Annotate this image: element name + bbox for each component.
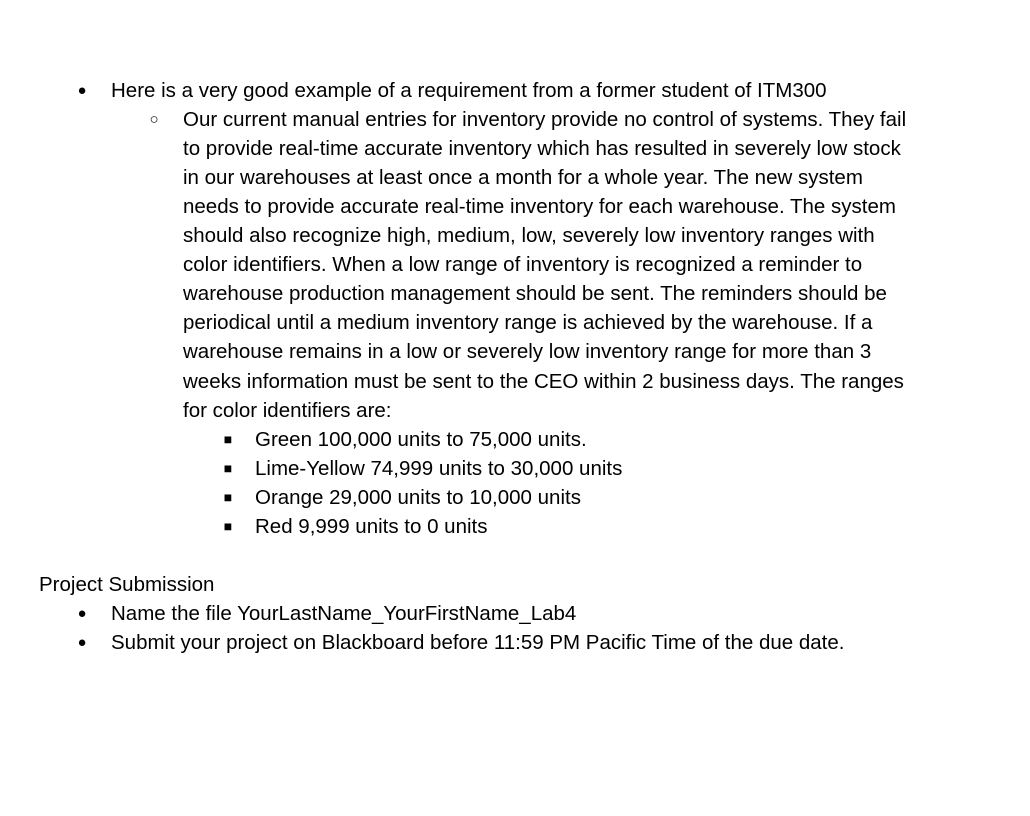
requirement-line: needs to provide accurate real-time inventory for each warehouse. The system (183, 195, 896, 218)
requirement-line: warehouse remains in a low or severely low inventory range for more than 3 (183, 340, 872, 363)
disc-bullet-icon: ● (77, 82, 87, 99)
requirement-line: periodical until a medium inventory range is achieved by the warehouse. If a (183, 311, 873, 334)
requirement-line: to provide real-time accurate inventory which has resulted in severely low stock (183, 137, 901, 160)
requirement-line: should also recognize high, medium, low, severely low inventory ranges with (183, 224, 875, 247)
circle-bullet-icon: ○ (149, 111, 159, 128)
range-item-lime-yellow: Lime-Yellow 74,999 units to 30,000 units (255, 457, 623, 480)
requirement-line: weeks information must be sent to the CEO within 2 business days. The ranges (183, 370, 904, 393)
submission-item-filename: Name the file YourLastName_YourFirstName_Lab4 (111, 602, 577, 625)
requirement-line: warehouse production management should be sent. The reminders should be (183, 282, 887, 305)
range-item-orange: Orange 29,000 units to 10,000 units (255, 486, 581, 509)
submission-heading: Project Submission (39, 573, 215, 596)
intro-text: Here is a very good example of a requirement from a former student of ITM300 (111, 79, 827, 102)
square-bullet-icon: ■ (223, 518, 233, 534)
range-item-green: Green 100,000 units to 75,000 units. (255, 428, 587, 451)
disc-bullet-icon: ● (77, 605, 87, 622)
requirement-line: in our warehouses at least once a month for a whole year. The new system (183, 166, 863, 189)
requirement-line: for color identifiers are: (183, 399, 392, 422)
requirement-line: color identifiers. When a low range of inventory is recognized a reminder to (183, 253, 863, 276)
square-bullet-icon: ■ (223, 489, 233, 505)
range-item-red: Red 9,999 units to 0 units (255, 515, 488, 538)
submission-item-deadline: Submit your project on Blackboard before 11:59 PM Pacific Time of the due date. (111, 631, 845, 654)
square-bullet-icon: ■ (223, 460, 233, 476)
disc-bullet-icon: ● (77, 634, 87, 651)
square-bullet-icon: ■ (223, 431, 233, 447)
requirement-line: Our current manual entries for inventory provide no control of systems. They fail (183, 108, 907, 131)
